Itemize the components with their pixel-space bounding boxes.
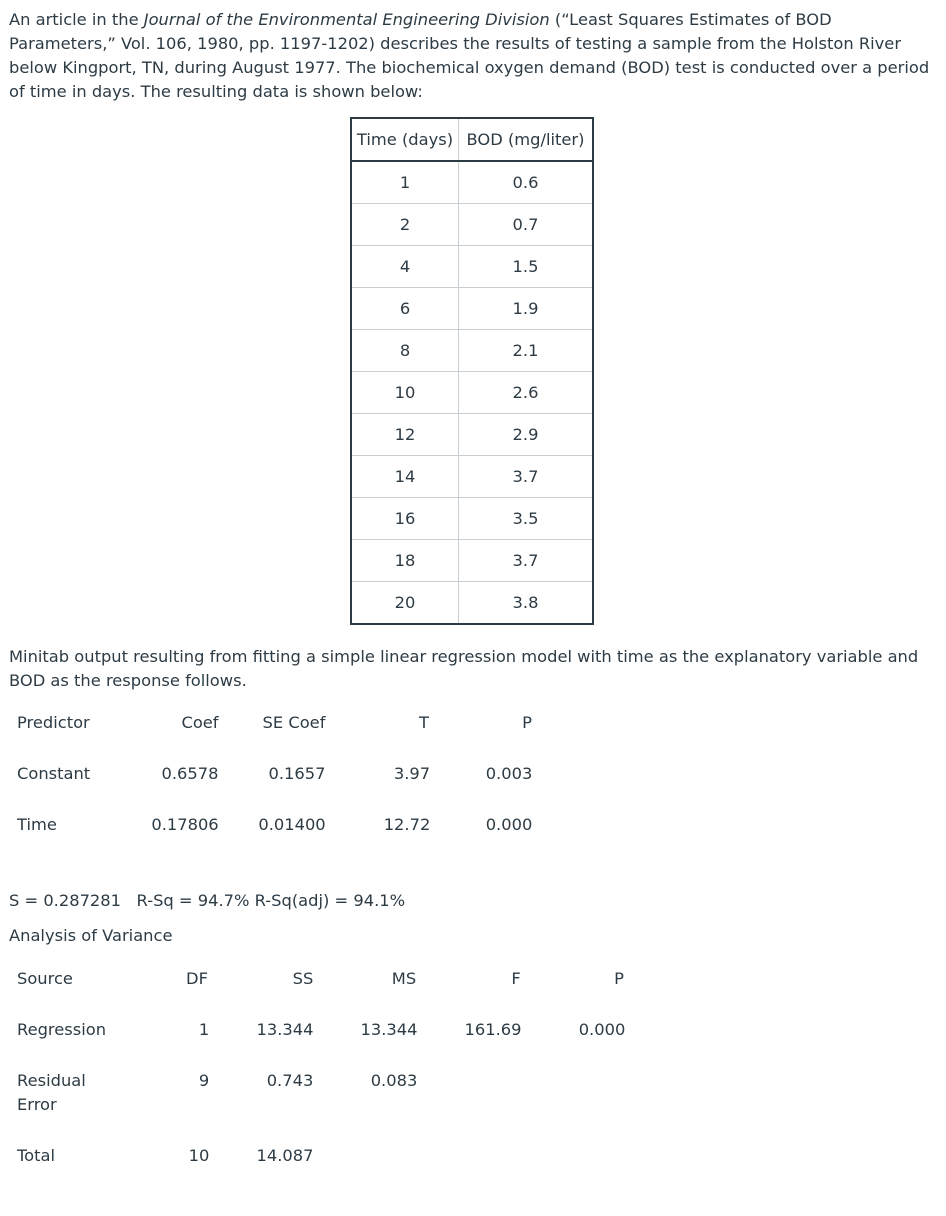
bod-cell: 2.1 <box>459 330 594 372</box>
bod-cell: 0.6 <box>459 161 594 204</box>
bod-cell: 3.7 <box>459 456 594 498</box>
anova-header-source: Source <box>17 969 73 988</box>
coef-row-label: Time <box>17 815 57 834</box>
bod-cell: 3.5 <box>459 498 594 540</box>
table-row <box>351 414 593 456</box>
anova-header-p: P <box>614 969 624 988</box>
ss-value: 13.344 <box>256 1020 314 1039</box>
p-value: 0.003 <box>485 764 533 783</box>
table-row <box>351 204 593 246</box>
bod-cell: 3.7 <box>459 540 594 582</box>
table-row <box>351 161 593 204</box>
time-cell: 16 <box>351 498 459 540</box>
time-cell: 14 <box>351 456 459 498</box>
p-value: 0.000 <box>578 1020 626 1039</box>
header-bod: BOD (mg/liter) <box>459 118 594 161</box>
anova-header-df: DF <box>186 969 208 988</box>
bod-data-table <box>350 117 594 625</box>
header-time: Time (days) <box>351 118 459 161</box>
ss-value: 14.087 <box>256 1146 314 1165</box>
coef-header-p: P <box>522 713 532 732</box>
time-cell: 2 <box>351 204 459 246</box>
model-summary: S = 0.287281 R-Sq = 94.7% R-Sq(adj) = 94.1% <box>9 891 406 910</box>
bod-cell: 2.6 <box>459 372 594 414</box>
coef-header-coef: Coef <box>181 713 219 732</box>
coef-header-se-coef: SE Coef <box>262 713 326 732</box>
t-value: 3.97 <box>393 764 431 783</box>
anova-row-label: Regression <box>17 1020 107 1039</box>
anova-row-label: Residual Error <box>17 1071 86 1114</box>
bod-cell: 3.8 <box>459 582 594 625</box>
coef-value: 0.6578 <box>161 764 219 783</box>
time-cell: 10 <box>351 372 459 414</box>
time-cell: 1 <box>351 161 459 204</box>
time-cell: 12 <box>351 414 459 456</box>
df-value: 9 <box>198 1071 210 1090</box>
table-row <box>351 246 593 288</box>
bod-cell: 2.9 <box>459 414 594 456</box>
anova-title: Analysis of Variance <box>9 926 173 945</box>
table-row <box>351 372 593 414</box>
problem-intro <box>9 8 939 104</box>
time-cell: 8 <box>351 330 459 372</box>
se-coef-value: 0.1657 <box>268 764 326 783</box>
table-row <box>351 540 593 582</box>
t-value: 12.72 <box>383 815 431 834</box>
coef-header-t: T <box>419 713 429 732</box>
ms-value: 13.344 <box>360 1020 418 1039</box>
anova-header-ms: MS <box>391 969 417 988</box>
df-value: 1 <box>198 1020 210 1039</box>
time-cell: 6 <box>351 288 459 330</box>
bod-cell: 1.9 <box>459 288 594 330</box>
coef-row-label: Constant <box>17 764 91 783</box>
coef-header-predictor: Predictor <box>17 713 90 732</box>
anova-header-f: F <box>511 969 521 988</box>
anova-row-label: Total <box>17 1146 56 1165</box>
table-header-row <box>351 118 593 161</box>
bod-cell: 0.7 <box>459 204 594 246</box>
intro-text-start: An article in the <box>9 10 144 29</box>
table-row <box>351 498 593 540</box>
f-value: 161.69 <box>464 1020 522 1039</box>
ss-value: 0.743 <box>266 1071 314 1090</box>
intro-text-rest: (“Least Squares Estimates of BOD Parameters,” Vol. 106, 1980, pp. 1197-1202) describes the results of testing a sample from the Holston River below Kingport, TN, during August 1977. The biochemical oxygen demand (BOD) test is conducted over a period of time in days. The resulting data is shown below: <box>9 10 930 101</box>
time-cell: 18 <box>351 540 459 582</box>
df-value: 10 <box>188 1146 210 1165</box>
journal-name: Journal of the Environmental Engineering Division <box>143 10 550 29</box>
bod-cell: 1.5 <box>459 246 594 288</box>
ms-value: 0.083 <box>370 1071 418 1090</box>
table-row <box>351 330 593 372</box>
table-row <box>351 582 593 625</box>
time-cell: 4 <box>351 246 459 288</box>
se-coef-value: 0.01400 <box>258 815 326 834</box>
table-row <box>351 456 593 498</box>
coef-value: 0.17806 <box>151 815 219 834</box>
anova-header-ss: SS <box>292 969 314 988</box>
time-cell: 20 <box>351 582 459 625</box>
table-row <box>351 288 593 330</box>
minitab-intro: Minitab output resulting from fitting a simple linear regression model with time as the explanatory variable and BOD as the response follows. <box>9 647 919 690</box>
p-value: 0.000 <box>485 815 533 834</box>
